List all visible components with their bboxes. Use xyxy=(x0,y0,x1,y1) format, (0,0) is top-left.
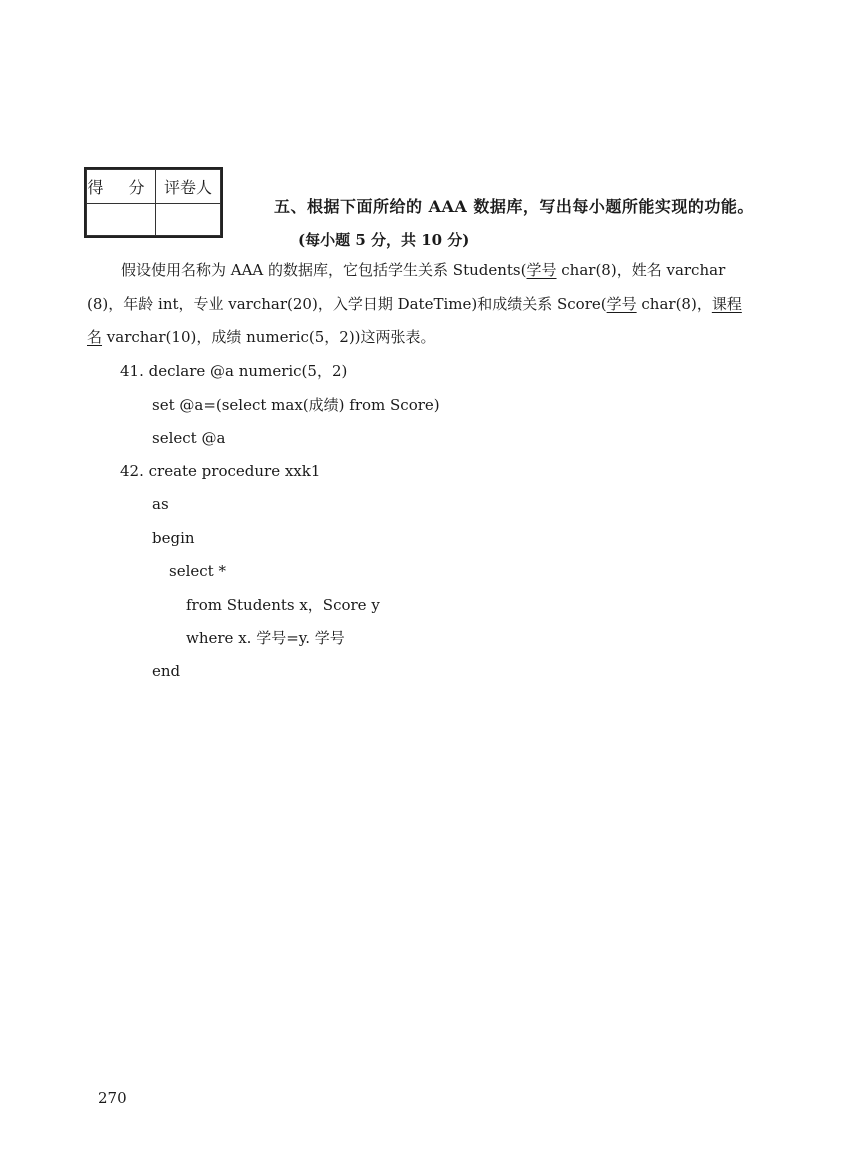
q42-line-1: 42. create procedure xxk1 xyxy=(120,462,321,480)
score-box xyxy=(84,167,223,238)
intro-line-2: (8)，年龄 int，专业 varchar(20)，入学日期 DateTime)和成绩关系 Score(学号 char(8)，课程 xyxy=(87,295,742,313)
q42-line-6: where x. 学号=y. 学号 xyxy=(186,629,345,647)
q42-line-4: select * xyxy=(169,562,226,580)
q42-line-3: begin xyxy=(152,529,195,547)
q42-line-5: from Students x，Score y xyxy=(186,596,380,614)
grader-cell xyxy=(156,204,221,236)
q41-line-2: set @a=(select max(成绩) from Score) xyxy=(152,396,440,414)
score-cell xyxy=(87,204,156,236)
grader-header: 评卷人 xyxy=(156,170,221,204)
score-table xyxy=(86,169,221,236)
intro-line-1: 假设使用名称为 AAA 的数据库，它包括学生关系 Students(学号 char(8)，姓名 varchar xyxy=(121,261,726,279)
section-subtitle: (每小题 5 分，共 10 分) xyxy=(298,231,470,249)
q42-line-7: end xyxy=(152,662,181,680)
intro-line-3: 名 varchar(10)，成绩 numeric(5，2))这两张表。 xyxy=(87,328,436,346)
q42-line-2: as xyxy=(152,495,169,513)
section-title: 五、根据下面所给的 AAA 数据库，写出每小题所能实现的功能。 xyxy=(274,197,754,216)
score-header: 得 分 xyxy=(87,170,156,204)
q41-line-1: 41. declare @a numeric(5，2) xyxy=(120,362,348,380)
q41-line-3: select @a xyxy=(152,429,226,447)
page-number: 270 xyxy=(98,1089,127,1107)
